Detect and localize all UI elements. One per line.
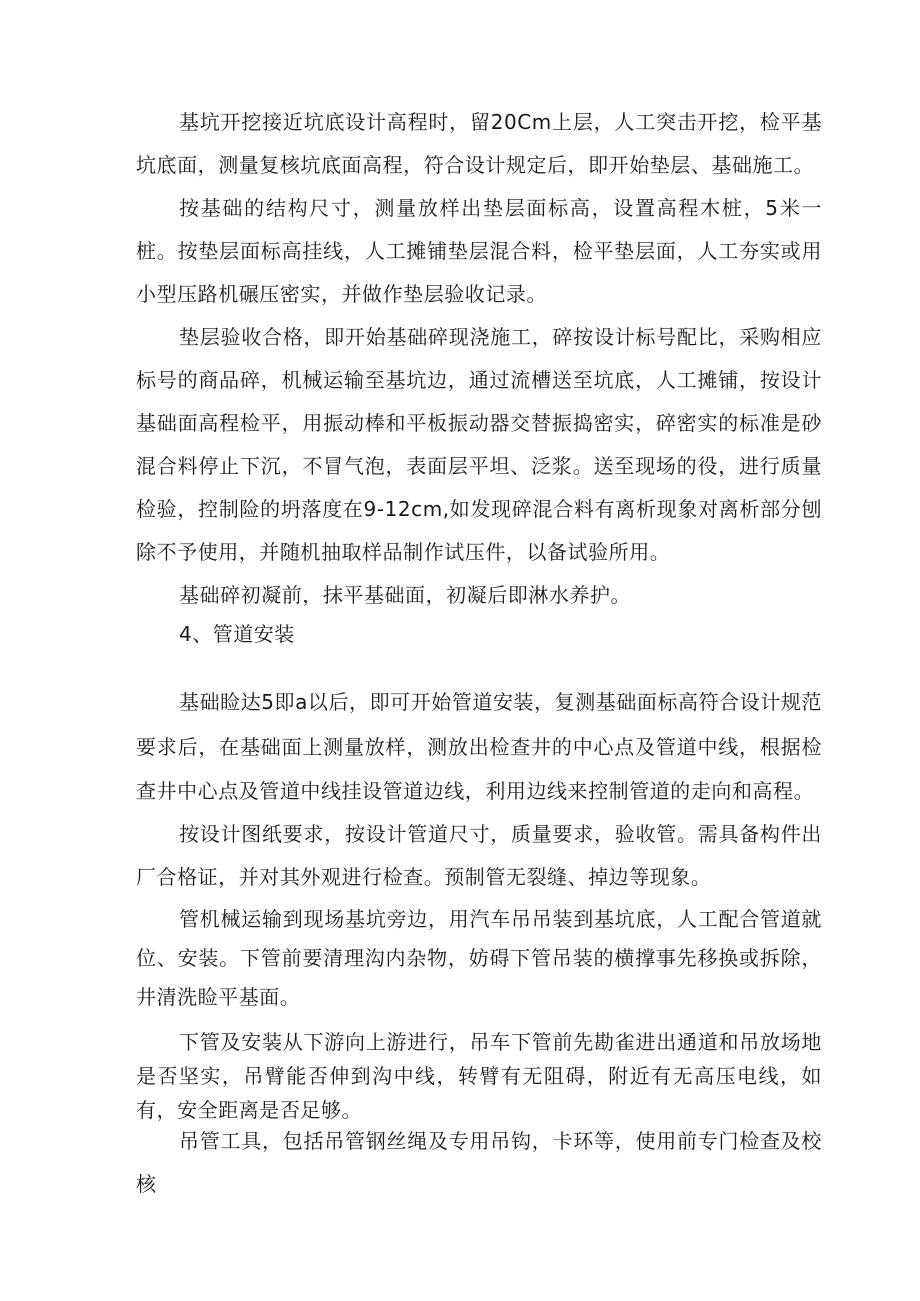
section-heading-pipe-installation: 4、管道安装 [179, 622, 295, 646]
paragraph-pipe-laying-order: 下管及安装从下游向上游进行，吊车下管前先勘雀进出通道和吊放场地是否坚实，吊臂能否伸到沟中线，转臂有无阻碍，附近有无高压电线，如有，安全距离是否足够。 [136, 1030, 822, 1122]
paragraph-cushion-layer: 按基础的结构尺寸，测量放样出垫层面标高，设置高程木桩，5米一桩。按垫层面标高挂线，人工摊铺垫层混合料，检平垫层面，人工夯实或用小型压路机碾压密实，并做作垫层验收记录。 [136, 196, 822, 306]
paragraph-curing: 基础碎初凝前，抹平基础面，初凝后即淋水养护。 [179, 583, 632, 607]
paragraph-pipe-installation-start: 基础睑达5即a以后，即可开始管道安装，复测基础面标高符合设计规范要求后，在基础面上测量放样，测放出检查井的中心点及管道中线，根据检查井中心点及管道中线挂设管道边线，利用边线来控制管道的走向和高程。 [136, 690, 822, 803]
paragraph-concrete-pouring: 垫层验收合格，即开始基础碎现浇施工，碎按设计标号配比，采购相应标号的商品碎，机械运输至基坑边，通过流槽送至坑底，人工摊铺，按设计基础面高程检平，用振动棒和平板振动器交替振捣密实，碎密实的标准是砂混合料停止下沉，不冒气泡，表面层平坦、泛浆。送至现场的役，进行质量检验，控制险的坍落度在9-12cm,如发现碎混合料有离析现象对离析部分刨除不予使用，并随机抽取样品制作试压件，以备试验所用。 [136, 325, 822, 564]
paragraph-pipe-transport: 管机械运输到现场基坑旁边，用汽车吊吊装到基坑底，人工配合管道就位、安装。下管前要清理沟内杂物，妨碍下管吊装的横撑事先移换或拆除，井清洗睑平基面。 [136, 907, 822, 1009]
paragraph-lifting-tools: 吊管工具，包括吊管钢丝绳及专用吊钩，卡环等，使用前专门检查及校核 [136, 1129, 822, 1196]
paragraph-foundation-excavation: 基坑开挖接近坑底设计高程时，留20Cm上层，人工突击开挖，检平基坑底面，测量复核坑底面高程，符合设计规定后，即开始垫层、基础施工。 [136, 110, 822, 177]
paragraph-pipe-acceptance: 按设计图纸要求，按设计管道尺寸，质量要求，验收管。需具备构件出厂合格证，并对其外观进行检查。预制管无裂缝、掉边等现象。 [136, 822, 822, 889]
